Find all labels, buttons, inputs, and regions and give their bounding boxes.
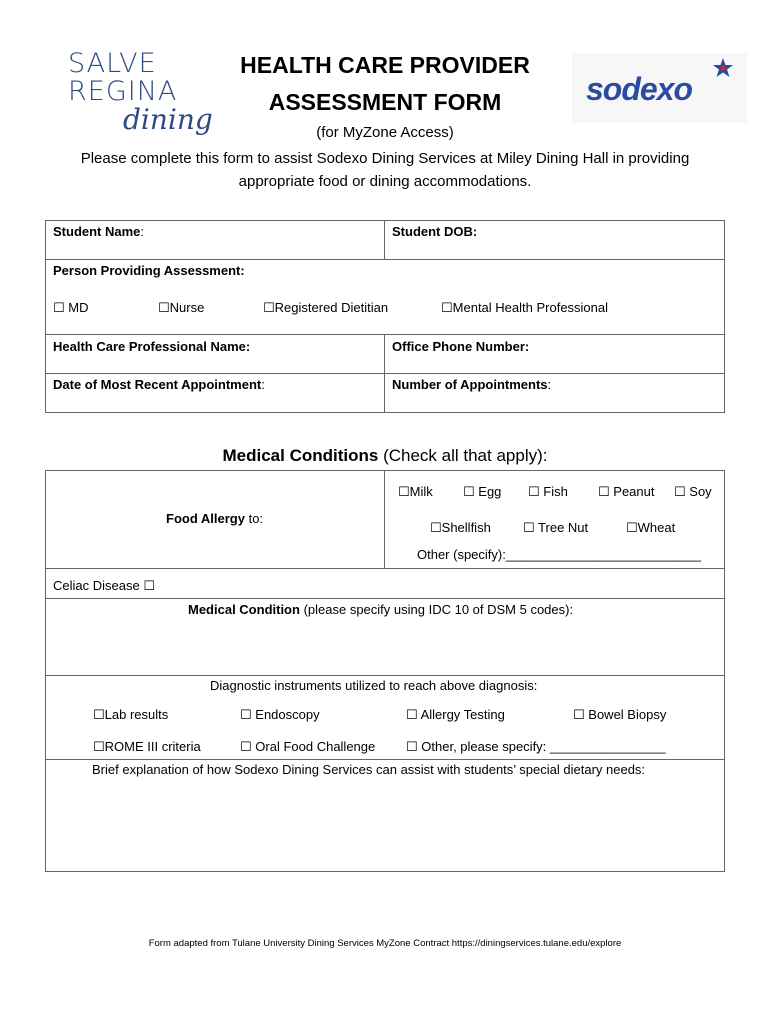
- divider: [384, 470, 385, 568]
- checkbox-shellfish[interactable]: ☐Shellfish: [430, 520, 491, 536]
- checkbox-allergy-testing[interactable]: ☐ Allergy Testing: [406, 707, 505, 723]
- checkbox-milk[interactable]: ☐Milk: [398, 484, 433, 500]
- food-allergy-label: Food Allergy to:: [166, 511, 264, 526]
- divider: [45, 675, 725, 676]
- checkbox-celiac-disease[interactable]: Celiac Disease ☐: [53, 578, 155, 594]
- appointment-date-label[interactable]: Date of Most Recent Appointment:: [53, 377, 265, 392]
- checkbox-oral-food-challenge[interactable]: ☐ Oral Food Challenge: [240, 739, 376, 755]
- divider: [45, 568, 725, 569]
- page-title-line-1: HEALTH CARE PROVIDER: [240, 52, 530, 78]
- office-phone-label[interactable]: Office Phone Number:: [392, 339, 530, 354]
- logo-line-1: SALVE: [68, 48, 157, 79]
- student-name-label[interactable]: Student Name:: [53, 224, 145, 239]
- checkbox-peanut[interactable]: ☐ Peanut: [598, 484, 655, 500]
- checkbox-md[interactable]: ☐ MD: [53, 300, 89, 316]
- logo-line-3: dining: [123, 103, 213, 136]
- student-dob-label[interactable]: Student DOB:: [392, 224, 478, 239]
- other-allergy-field[interactable]: Other (specify):___________________________: [417, 547, 702, 562]
- footer-note: Form adapted from Tulane University Dining Services MyZone Contract https://diningservices.tulane.edu/explore: [148, 938, 622, 949]
- diagnostic-heading: Diagnostic instruments utilized to reach above diagnosis:: [210, 678, 538, 693]
- divider: [384, 220, 385, 259]
- checkbox-rome-iii-criteria[interactable]: ☐ROME III criteria: [93, 739, 201, 755]
- divider: [45, 759, 725, 760]
- intro-line-2: appropriate food or dining accommodations.: [238, 173, 532, 190]
- sodexo-wordmark: sodexo: [586, 71, 693, 107]
- medical-condition-label[interactable]: Medical Condition (please specify using IDC 10 of DSM 5 codes):: [188, 602, 574, 617]
- divider: [45, 598, 725, 599]
- checkbox-mental-health-professional[interactable]: ☐Mental Health Professional: [441, 300, 609, 316]
- subtitle: (for MyZone Access): [316, 124, 454, 141]
- medical-conditions-table: [45, 470, 725, 872]
- page-title-line-2: ASSESSMENT FORM: [268, 89, 502, 115]
- checkbox-registered-dietitian[interactable]: ☐Registered Dietitian: [263, 300, 389, 316]
- divider: [45, 334, 725, 335]
- checkbox-tree-nut[interactable]: ☐ Tree Nut: [523, 520, 589, 536]
- star-icon: [712, 57, 734, 79]
- checkbox-endoscopy[interactable]: ☐ Endoscopy: [240, 707, 320, 723]
- checkbox-other-diagnostic[interactable]: ☐ Other, please specify: ________________: [406, 739, 666, 755]
- intro-line-1: Please complete this form to assist Sodexo Dining Services at Miley Dining Hall in providing: [80, 150, 690, 167]
- assessor-label: Person Providing Assessment:: [53, 263, 245, 278]
- checkbox-fish[interactable]: ☐ Fish: [528, 484, 568, 500]
- medical-conditions-heading: Medical Conditions (Check all that apply):: [222, 446, 548, 465]
- sodexo-logo: [572, 53, 747, 123]
- checkbox-lab-results[interactable]: ☐Lab results: [93, 707, 169, 723]
- checkbox-bowel-biopsy[interactable]: ☐ Bowel Biopsy: [573, 707, 667, 723]
- intro-text: [40, 147, 730, 193]
- checkbox-nurse[interactable]: ☐Nurse: [158, 300, 205, 316]
- checkbox-wheat[interactable]: ☐Wheat: [626, 520, 676, 536]
- checkbox-egg[interactable]: ☐ Egg: [463, 484, 502, 500]
- divider: [45, 373, 725, 374]
- checkbox-soy[interactable]: ☐ Soy: [674, 484, 712, 500]
- brief-explanation-label[interactable]: Brief explanation of how Sodexo Dining Services can assist with students’ special dietary needs:: [92, 762, 646, 777]
- hcp-name-label[interactable]: Health Care Professional Name:: [53, 339, 251, 354]
- logo-line-2: REGINA: [68, 76, 178, 107]
- divider: [45, 259, 725, 260]
- appointment-count-label[interactable]: Number of Appointments:: [392, 377, 552, 392]
